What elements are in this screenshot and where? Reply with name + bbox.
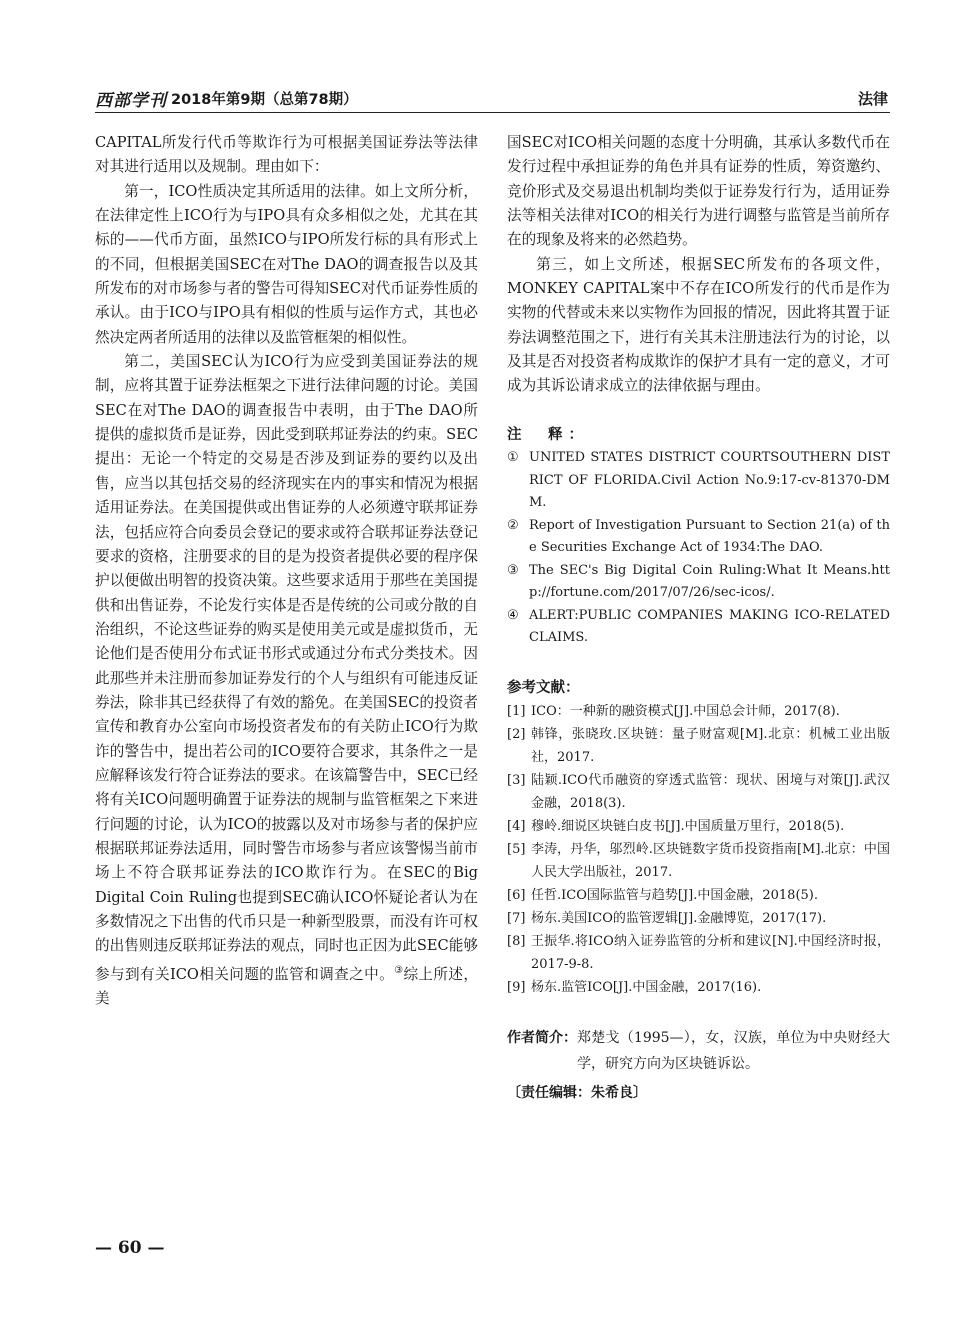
responsible-editor: 〔责任编辑：朱希良〕 bbox=[507, 1084, 647, 1101]
author-bio bbox=[507, 1025, 890, 1077]
note-text: ALERT:PUBLIC COMPANIES MAKING ICO-RELATED CLAIMS. bbox=[529, 607, 890, 646]
reference-marker: [9] bbox=[507, 979, 526, 995]
left-paragraph-3-tail: 综上所述，美 bbox=[95, 965, 478, 1007]
author-bio-label: 作者简介： bbox=[507, 1029, 577, 1046]
right-paragraph-2: 第三，如上文所述，根据SEC所发布的各项文件，MONKEY CAPITAL案中不存在ICO所发行的代币是作为实物的代替或未来以实物作为回报的情况，因此将其置于证券法调整范围之下，进行有关其未注册违法行为的讨论，以及其是否对投资者构成欺诈的保护才具有一定的意义，才可成为其诉讼请求成立的法律依据与理由。 bbox=[507, 255, 890, 395]
note-item bbox=[507, 560, 890, 605]
note-item bbox=[507, 515, 890, 560]
reference-text: 杨东.美国ICO的监管逻辑[J].金融博览，2017(17). bbox=[531, 910, 827, 926]
notes-list bbox=[507, 447, 890, 650]
reference-item bbox=[507, 930, 890, 976]
reference-item bbox=[507, 907, 890, 930]
reference-marker: [1] bbox=[507, 703, 526, 719]
reference-item bbox=[507, 815, 890, 838]
reference-marker: [6] bbox=[507, 887, 526, 903]
page-header bbox=[95, 86, 890, 112]
note-item bbox=[507, 605, 890, 650]
note-marker: ② bbox=[507, 517, 519, 533]
left-paragraph-3-body: 第二，美国SEC认为ICO行为应受到美国证券法的规制，应将其置于证券法框架之下进行法律问题的讨论。美国SEC在对The DAO的调查报告中表明，由于The DAO所提供的虚拟货币是证券，因此受到联邦证券法的约束。SEC提出：无论一个特定的交易是否涉及到证券的要约以及出售，应当以其包括交易的经济现实在内的事实和情况为根据适用证券法。在美国提供或出售证券的人必须遵守联邦证券法，包括应符合向委员会登记的要求或符合联邦证券法登记要求的资格，注册要求的目的是为投资者提供必要的程序保护以便做出明智的投资决策。这些要求适用于那些在美国提供和出售证券，不论发行实体是否是传统的公司或分散的自治组织，不论这些证券的购买是使用美元或是虚拟货币，无论他们是否使用分布式证书形式或通过分布式分类技术。因此那些并未注册而参加证券发行的个人与组织有可能违反证券法，除非其已经获得了有效的豁免。在美国SEC的投资者宣传和教育办公室向市场投资者发布的有关防止ICO行为欺诈的警告中，提出若公司的ICO要符合要求，其条件之一是应解释该发行符合证券法的要求。在该篇警告中，SEC已经将有关ICO问题明确置于证券法的规制与监管框架之下来进行问题的讨论，认为ICO的披露以及对市场参与者的保护应根据联邦证券法适用，同时警告市场参与者应该警惕当前市场上不符合联邦证券法的ICO欺诈行为。在SEC的Big Digital Coin Ruling也提到SEC确认ICO怀疑论者认为在多数情况之下出售的代币只是一种新型股票，而没有许可权的出售则违反联邦证券法的观点，同时也正因为此SEC能够参与到有关ICO相关问题的监管和调查之中。 bbox=[95, 353, 478, 983]
section-title: 法律 bbox=[857, 90, 888, 108]
references-heading: 参考文献： bbox=[507, 679, 580, 696]
reference-text: 王振华.将ICO纳入证券监管的分析和建议[N].中国经济时报，2017-9-8. bbox=[531, 933, 890, 972]
reference-marker: [8] bbox=[507, 933, 526, 949]
reference-item bbox=[507, 838, 890, 884]
note-item bbox=[507, 447, 890, 515]
footnote-marker: ③ bbox=[394, 964, 404, 976]
reference-marker: [5] bbox=[507, 841, 526, 857]
left-paragraph-3 bbox=[95, 350, 478, 1011]
note-text: The SEC's Big Digital Coin Ruling:What It Means.http://fortune.com/2017/07/26/sec-icos/. bbox=[529, 562, 890, 601]
note-marker: ④ bbox=[507, 607, 519, 623]
header-rule bbox=[95, 112, 890, 113]
right-column bbox=[507, 131, 890, 1105]
reference-text: 任哲.ICO国际监管与趋势[J].中国金融，2018(5). bbox=[531, 887, 818, 903]
right-paragraph-1: 国SEC对ICO相关问题的态度十分明确，其承认多数代币在发行过程中承担证券的角色并具有证券的性质，筹资邀约、竞价形式及交易退出机制均类似于证券发行行为，适用证券法等相关法律对ICO的相关行为进行调整与监管是当前所存在的现象及将来的必然趋势。 bbox=[507, 134, 890, 249]
references-list bbox=[507, 700, 890, 999]
page-number: — 60 — bbox=[95, 1238, 165, 1258]
reference-item bbox=[507, 976, 890, 999]
reference-marker: [4] bbox=[507, 818, 526, 834]
issue-info: 2018年第9期（总第78期） bbox=[171, 92, 358, 108]
reference-item bbox=[507, 769, 890, 815]
note-marker: ① bbox=[507, 450, 519, 466]
note-text: UNITED STATES DISTRICT COURTSOUTHERN DISTRICT OF FLORIDA.Civil Action No.9:17-cv-81370-DMM. bbox=[529, 450, 890, 511]
journal-logo: 西部学刊 bbox=[95, 91, 167, 111]
reference-text: 李涛，丹华，邬烈岭.区块链数字货币投资指南[M].北京：中国人民大学出版社，2017. bbox=[531, 841, 890, 880]
note-marker: ③ bbox=[507, 562, 519, 578]
reference-item bbox=[507, 884, 890, 907]
notes-heading: 注 释： bbox=[507, 426, 589, 443]
reference-text: ICO：一种新的融资模式[J].中国总会计师，2017(8). bbox=[531, 703, 840, 719]
left-paragraph-1: CAPITAL所发行代币等欺诈行为可根据美国证券法等法律对其进行适用以及规制。理由如下： bbox=[95, 134, 478, 176]
reference-marker: [7] bbox=[507, 910, 526, 926]
author-bio-text: 郑楚戈（1995—），女，汉族，单位为中央财经大学，研究方向为区块链诉讼。 bbox=[577, 1029, 890, 1072]
reference-marker: [2] bbox=[507, 726, 526, 742]
reference-item bbox=[507, 700, 890, 723]
left-column bbox=[95, 131, 478, 1011]
reference-text: 韩锋，张晓玫.区块链：量子财富观[M].北京：机械工业出版社，2017. bbox=[531, 726, 890, 765]
reference-marker: [3] bbox=[507, 772, 526, 788]
note-text: Report of Investigation Pursuant to Section 21(a) of the Securities Exchange Act of 1934:The DAO. bbox=[529, 517, 890, 556]
reference-item bbox=[507, 723, 890, 769]
reference-text: 杨东.监管ICO[J].中国金融，2017(16). bbox=[531, 979, 762, 995]
reference-text: 陆颖.ICO代币融资的穿透式监管：现状、困境与对策[J].武汉金融，2018(3). bbox=[531, 772, 890, 811]
reference-text: 穆岭.细说区块链白皮书[J].中国质量万里行，2018(5). bbox=[531, 818, 845, 834]
left-paragraph-2: 第一，ICO性质决定其所适用的法律。如上文所分析，在法律定性上ICO行为与IPO具有众多相似之处，尤其在其标的——代币方面，虽然ICO与IPO所发行标的具有形式上的不同，但根据美国SEC在对The DAO的调查报告以及其所发布的对市场参与者的警告可得知SEC对代币证券性质的承认。由于ICO与IPO具有相似的性质与运作方式，其也必然决定两者所适用的法律以及监管框架的相似性。 bbox=[95, 182, 478, 346]
